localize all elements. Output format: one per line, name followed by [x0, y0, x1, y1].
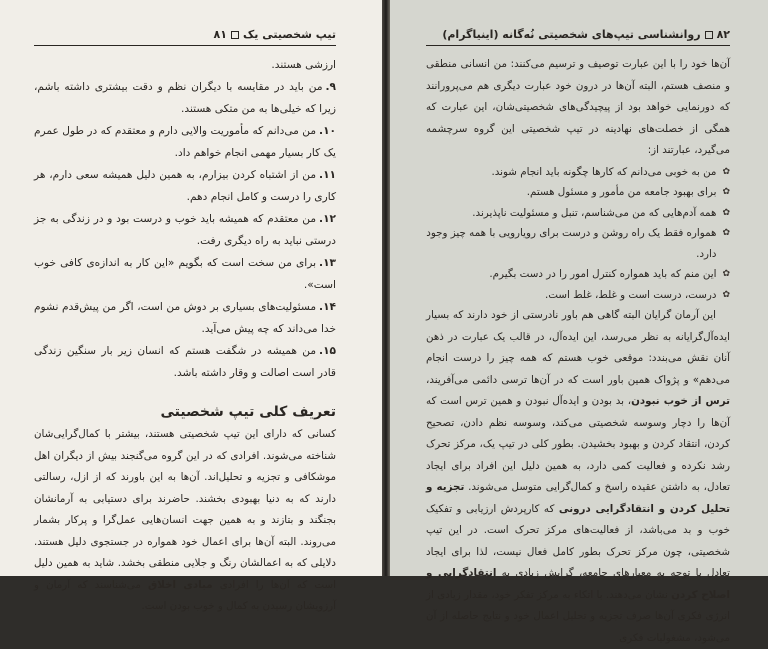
list-item [34, 208, 336, 252]
para-text: ، بد بودن و ایده‌آل نبودن و همین ترس است که آن‌ها را دچار وسوسه شخصیتی می‌کند، وسوسه نظم دادن، تصحیح کردن، انتقاد کردن و بهبود بخشیدن. بطور کلی در تیپ یک، مرکز تحرک رشد نکرده و فعالیت کمی دارد، به همین دلیل این افراد برای ایجاد تعادل، به داشتن عقیده راسخ و کمال‌گرایی متوسل می‌شوند. [426, 395, 730, 493]
flower-bullet-icon: ✿ [722, 166, 730, 177]
book-gutter [382, 0, 390, 576]
flower-bullet-icon: ✿ [722, 187, 730, 197]
belief-bullet-list [426, 162, 730, 306]
para-text: می‌شناسند که آرمان و آرزویشان رسیدن به کمال و خوب بودن است. [34, 578, 336, 612]
header-title-group [442, 28, 730, 41]
flower-bullet-icon: ✿ [722, 269, 730, 279]
list-item [34, 76, 336, 120]
bullet-item [426, 162, 730, 183]
body-paragraph [426, 305, 730, 649]
continuation-text: ارزشی هستند. [271, 59, 336, 71]
bullet-text: من به خوبی می‌دانم که کارها چگونه باید انجام شوند. [491, 165, 717, 178]
right-page [390, 0, 768, 644]
left-page [0, 0, 382, 612]
flower-bullet-icon: ✿ [722, 228, 730, 238]
item-text: من معتقدم که همیشه باید خوب و درست بود و در زندگی به جز درستی نباید به راه دیگری رفت. [34, 213, 336, 247]
flower-bullet-icon: ✿ [722, 289, 730, 300]
square-icon [231, 31, 239, 39]
item-text: من می‌دانم که مأموریت والایی دارم و معتقدم که در طول عمرم یک کار بسیار مهمی انجام خواهم داد. [34, 125, 336, 159]
page-number: ۸۲ [716, 28, 730, 41]
item-text: من همیشه در شگفت هستم که انسان زیر بار سنگین زندگی قادر است اصالت و وقار داشته باشد. [34, 345, 336, 379]
bullet-text: این منم که باید همواره کنترل امور را در دست بگیرم. [489, 268, 717, 280]
page-header [34, 28, 336, 46]
list-item [34, 120, 336, 164]
bullet-item [426, 285, 730, 306]
para-text: نشان می‌دهند. با اتکاء به مرکز تفکر خود، مقدار زیادی از انرژی فکری آن‌ها صرف تجزیه و تحلیل اعمال خود و نتایج حاصله از آن می‌شود، مشغولیات فکری [426, 588, 730, 644]
list-item [34, 340, 336, 384]
para-text: این آرمان گرایان البته گاهی هم باور نادرستی از خود دارند که بسیار ایده‌آل‌گرایانه به نظر می‌رسد، این ایده‌آل، در قالب یک عبارت در ذهن آنان نقش می‌بندد: موقعی خوب هستم که همه چیز را درست انجام می‌دهم» و پژواک همین باور است که در آن‌ها ترسی دائمی می‌آفریند، [426, 309, 730, 386]
para-bold: ترس از خوب نبودن [631, 395, 730, 407]
para-bold: تجزیه و تحلیل کردن و انتقادگرایی درونی [426, 481, 730, 515]
item-number: ۹. [325, 81, 336, 93]
bullet-item [426, 223, 730, 264]
flower-bullet-icon: ✿ [722, 207, 730, 218]
bullet-text: همواره فقط یک راه روشن و درست برای رویارویی با همه چیز وجود دارد. [426, 227, 717, 260]
list-item [34, 296, 336, 340]
para-text: کسانی که دارای این تیپ شخصیتی هستند، بیشتر با کمال‌گرایی‌شان شناخته می‌شوند. افرادی که در این گروه می‌گنجند بیش از دیگران اهل موشکافی و تجزیه و تحلیل‌اند. آن‌ها به این باورند که از ازل، رسالتی دارند که به دنیا بهبودی بخشند. حاضرند برای دستیابی به آرمانشان بجنگند و بتازند و به همین جهت انسان‌هایی عمل‌گرا و پرکار بشمار می‌روند. البته آن‌ها برای اعمال خود همواره در جستجوی دلیل هستند. دلایلی که به اعمالشان رنگ و جلایی منطقی بخشد. شاید به همین دلیل است که آن‌ها را افرادی [34, 428, 336, 591]
list-item [34, 252, 336, 296]
bullet-item [426, 182, 730, 203]
item-text: برای من سخت است که بگویم «این کار به اندازه‌ی کافی خوب است». [34, 257, 336, 291]
item-text: من باید در مقایسه با دیگران نظم و دقت بیشتری داشته باشم، زیرا که خیلی‌ها به من متکی هستند. [34, 81, 336, 115]
item-number: ۱۴. [319, 301, 336, 313]
page-number: ۸۱ [213, 28, 227, 41]
intro-paragraph: آن‌ها خود را با این عبارت توصیف و ترسیم می‌کنند: من انسانی منطقی و منصف هستم، البته آن‌ها در درون خود عبارت دیگری هم می‌پرورانند که دورنمایی خواهد بود از پیچیدگی‌های شخصیتی‌شان، این عبارت که همگی از خصلت‌های نهادینه در تیپ شخصیتی این گروه سرچشمه می‌گیرد، عبارتند از: [426, 58, 730, 156]
para-text: که کارپردش ارزیابی و تفکیک خوب و بد می‌باشد، از فعالیت‌های مرکز تحرک است. در این تیپ شخصیتی، چون مرکز تحرک بطور کامل فعال نیست، لذا برای ایجاد تعادل با توجه به معیارهای جامعه، گرایش زیادی به [426, 502, 731, 579]
item-number: ۱۵. [319, 345, 336, 357]
header-title-group [214, 28, 336, 41]
para-bold: انتقادگرایی و اصلاح کردن [426, 567, 730, 601]
item-text: من از اشتباه کردن بیزارم، به همین دلیل همیشه سعی دارم، هر کاری را درست و کامل انجام دهم. [34, 169, 336, 203]
section-title: تعریف کلی تیپ شخصیتی [160, 404, 336, 420]
item-number: ۱۰. [319, 125, 336, 137]
definition-paragraph [34, 424, 336, 618]
item-number: ۱۱. [319, 169, 336, 181]
bullet-text: برای بهبود جامعه من مأمور و مسئول هستم. [526, 186, 717, 198]
list-item [34, 164, 336, 208]
header-title: تیپ شخصیتی یک [242, 28, 336, 41]
bullet-text: درست، درست است و غلط، غلط است. [544, 288, 717, 301]
bullet-text: همه آدم‌هایی که من می‌شناسم، تنبل و مسئولیت ناپذیرند. [472, 206, 717, 219]
page-header [426, 28, 730, 46]
bullet-item [426, 203, 730, 224]
header-title: روانشناسی تیپ‌های شخصیتی نُه‌گانه (اینیاگرام) [442, 28, 701, 41]
statement-list [34, 76, 336, 384]
item-number: ۱۳. [319, 257, 336, 269]
item-text: مسئولیت‌های بسیاری بر دوش من است، اگر من پیش‌قدم نشوم خدا می‌داند که چه پیش می‌آید. [34, 301, 336, 335]
para-bold: مبادی اخلاق [148, 578, 213, 591]
square-icon [705, 31, 713, 39]
item-number: ۱۲. [319, 213, 336, 225]
bullet-item [426, 264, 730, 285]
